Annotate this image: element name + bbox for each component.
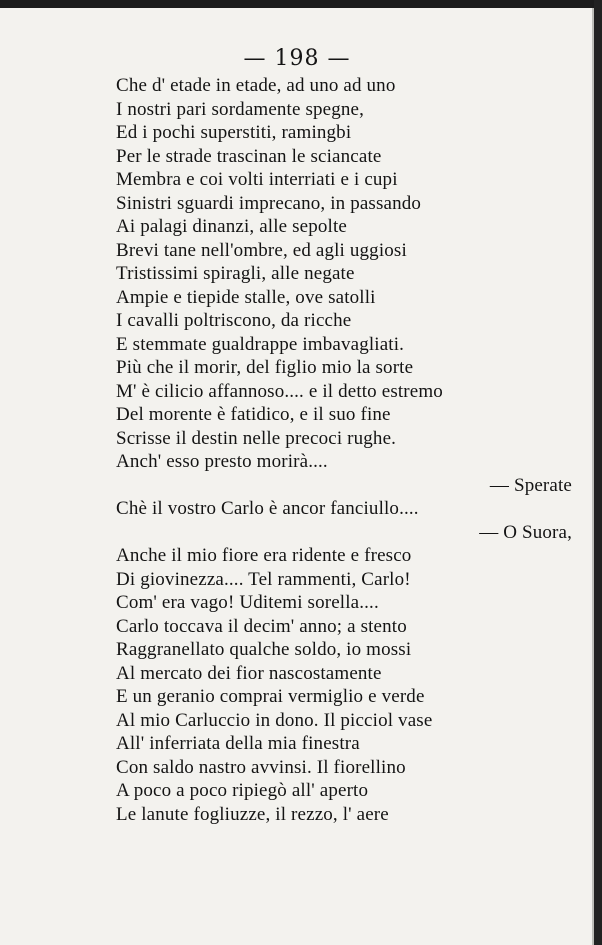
poem-line: A poco a poco ripiegò all' aperto bbox=[116, 780, 369, 801]
poem-line: Anch' esso presto morirà.... bbox=[116, 451, 328, 472]
poem-line: Raggranellato qualche soldo, io mossi bbox=[116, 639, 412, 660]
poem-line: Al mercato dei fior nascostamente bbox=[116, 662, 382, 684]
poem-line: Ai palagi dinanzi, alle sepolte bbox=[116, 216, 347, 237]
poem-line: Al mio Carluccio in dono. Il picciol vase bbox=[116, 709, 433, 731]
poem-line: E stemmate gualdrappe imbavagliati. bbox=[116, 333, 405, 355]
poem-text bbox=[116, 74, 586, 826]
poem-line: Brevi tane nell'ombre, ed agli uggiosi bbox=[116, 239, 407, 261]
poem-line: Membra e coi volti interriati e i cupi bbox=[116, 169, 398, 190]
poem-line: Con saldo nastro avvinsi. Il fiorellino bbox=[116, 756, 406, 778]
poem-line: Più che il morir, del figlio mio la sorte bbox=[116, 357, 414, 378]
poem-line: E un geranio comprai vermiglio e verde bbox=[116, 686, 425, 707]
poem-line: Ed i pochi superstiti, ramingbi bbox=[116, 122, 352, 143]
poem-line: Che d' etade in etade, ad uno ad uno bbox=[116, 75, 396, 96]
page-number: — 198 — bbox=[243, 46, 351, 71]
poem-line: Scrisse il destin nelle precoci rughe. bbox=[116, 427, 397, 449]
book-page bbox=[0, 8, 594, 945]
scan-top-edge bbox=[0, 0, 602, 8]
poem-line: Del morente è fatidico, e il suo fine bbox=[116, 404, 391, 425]
poem-line: I cavalli poltriscono, da ricche bbox=[116, 310, 352, 331]
poem-line: Ampie e tiepide stalle, ove satolli bbox=[116, 286, 376, 308]
poem-line-dialogue: — O Suora, bbox=[479, 521, 572, 543]
scan-right-edge bbox=[594, 0, 602, 945]
poem-line: Sinistri sguardi imprecano, in passando bbox=[116, 192, 422, 214]
poem-line: Le lanute fogliuzze, il rezzo, l' aere bbox=[116, 803, 389, 825]
poem-line-dialogue: — Sperate bbox=[489, 474, 572, 496]
poem-line: Per le strade trascinan le sciancate bbox=[116, 145, 382, 167]
poem-line: Chè il vostro Carlo è ancor fanciullo.... bbox=[116, 498, 419, 519]
poem-line: Carlo toccava il decim' anno; a stento bbox=[116, 615, 407, 637]
poem-line: Tristissimi spiragli, alle negate bbox=[116, 263, 355, 284]
poem-line: M' è cilicio affannoso.... e il detto estremo bbox=[116, 380, 443, 402]
poem-line: All' inferriata della mia finestra bbox=[116, 733, 360, 754]
poem-line: Com' era vago! Uditemi sorella.... bbox=[116, 592, 379, 613]
poem-line: I nostri pari sordamente spegne, bbox=[116, 98, 365, 120]
poem-line: Di giovinezza.... Tel rammenti, Carlo! bbox=[116, 568, 411, 590]
poem-line: Anche il mio fiore era ridente e fresco bbox=[116, 545, 412, 566]
